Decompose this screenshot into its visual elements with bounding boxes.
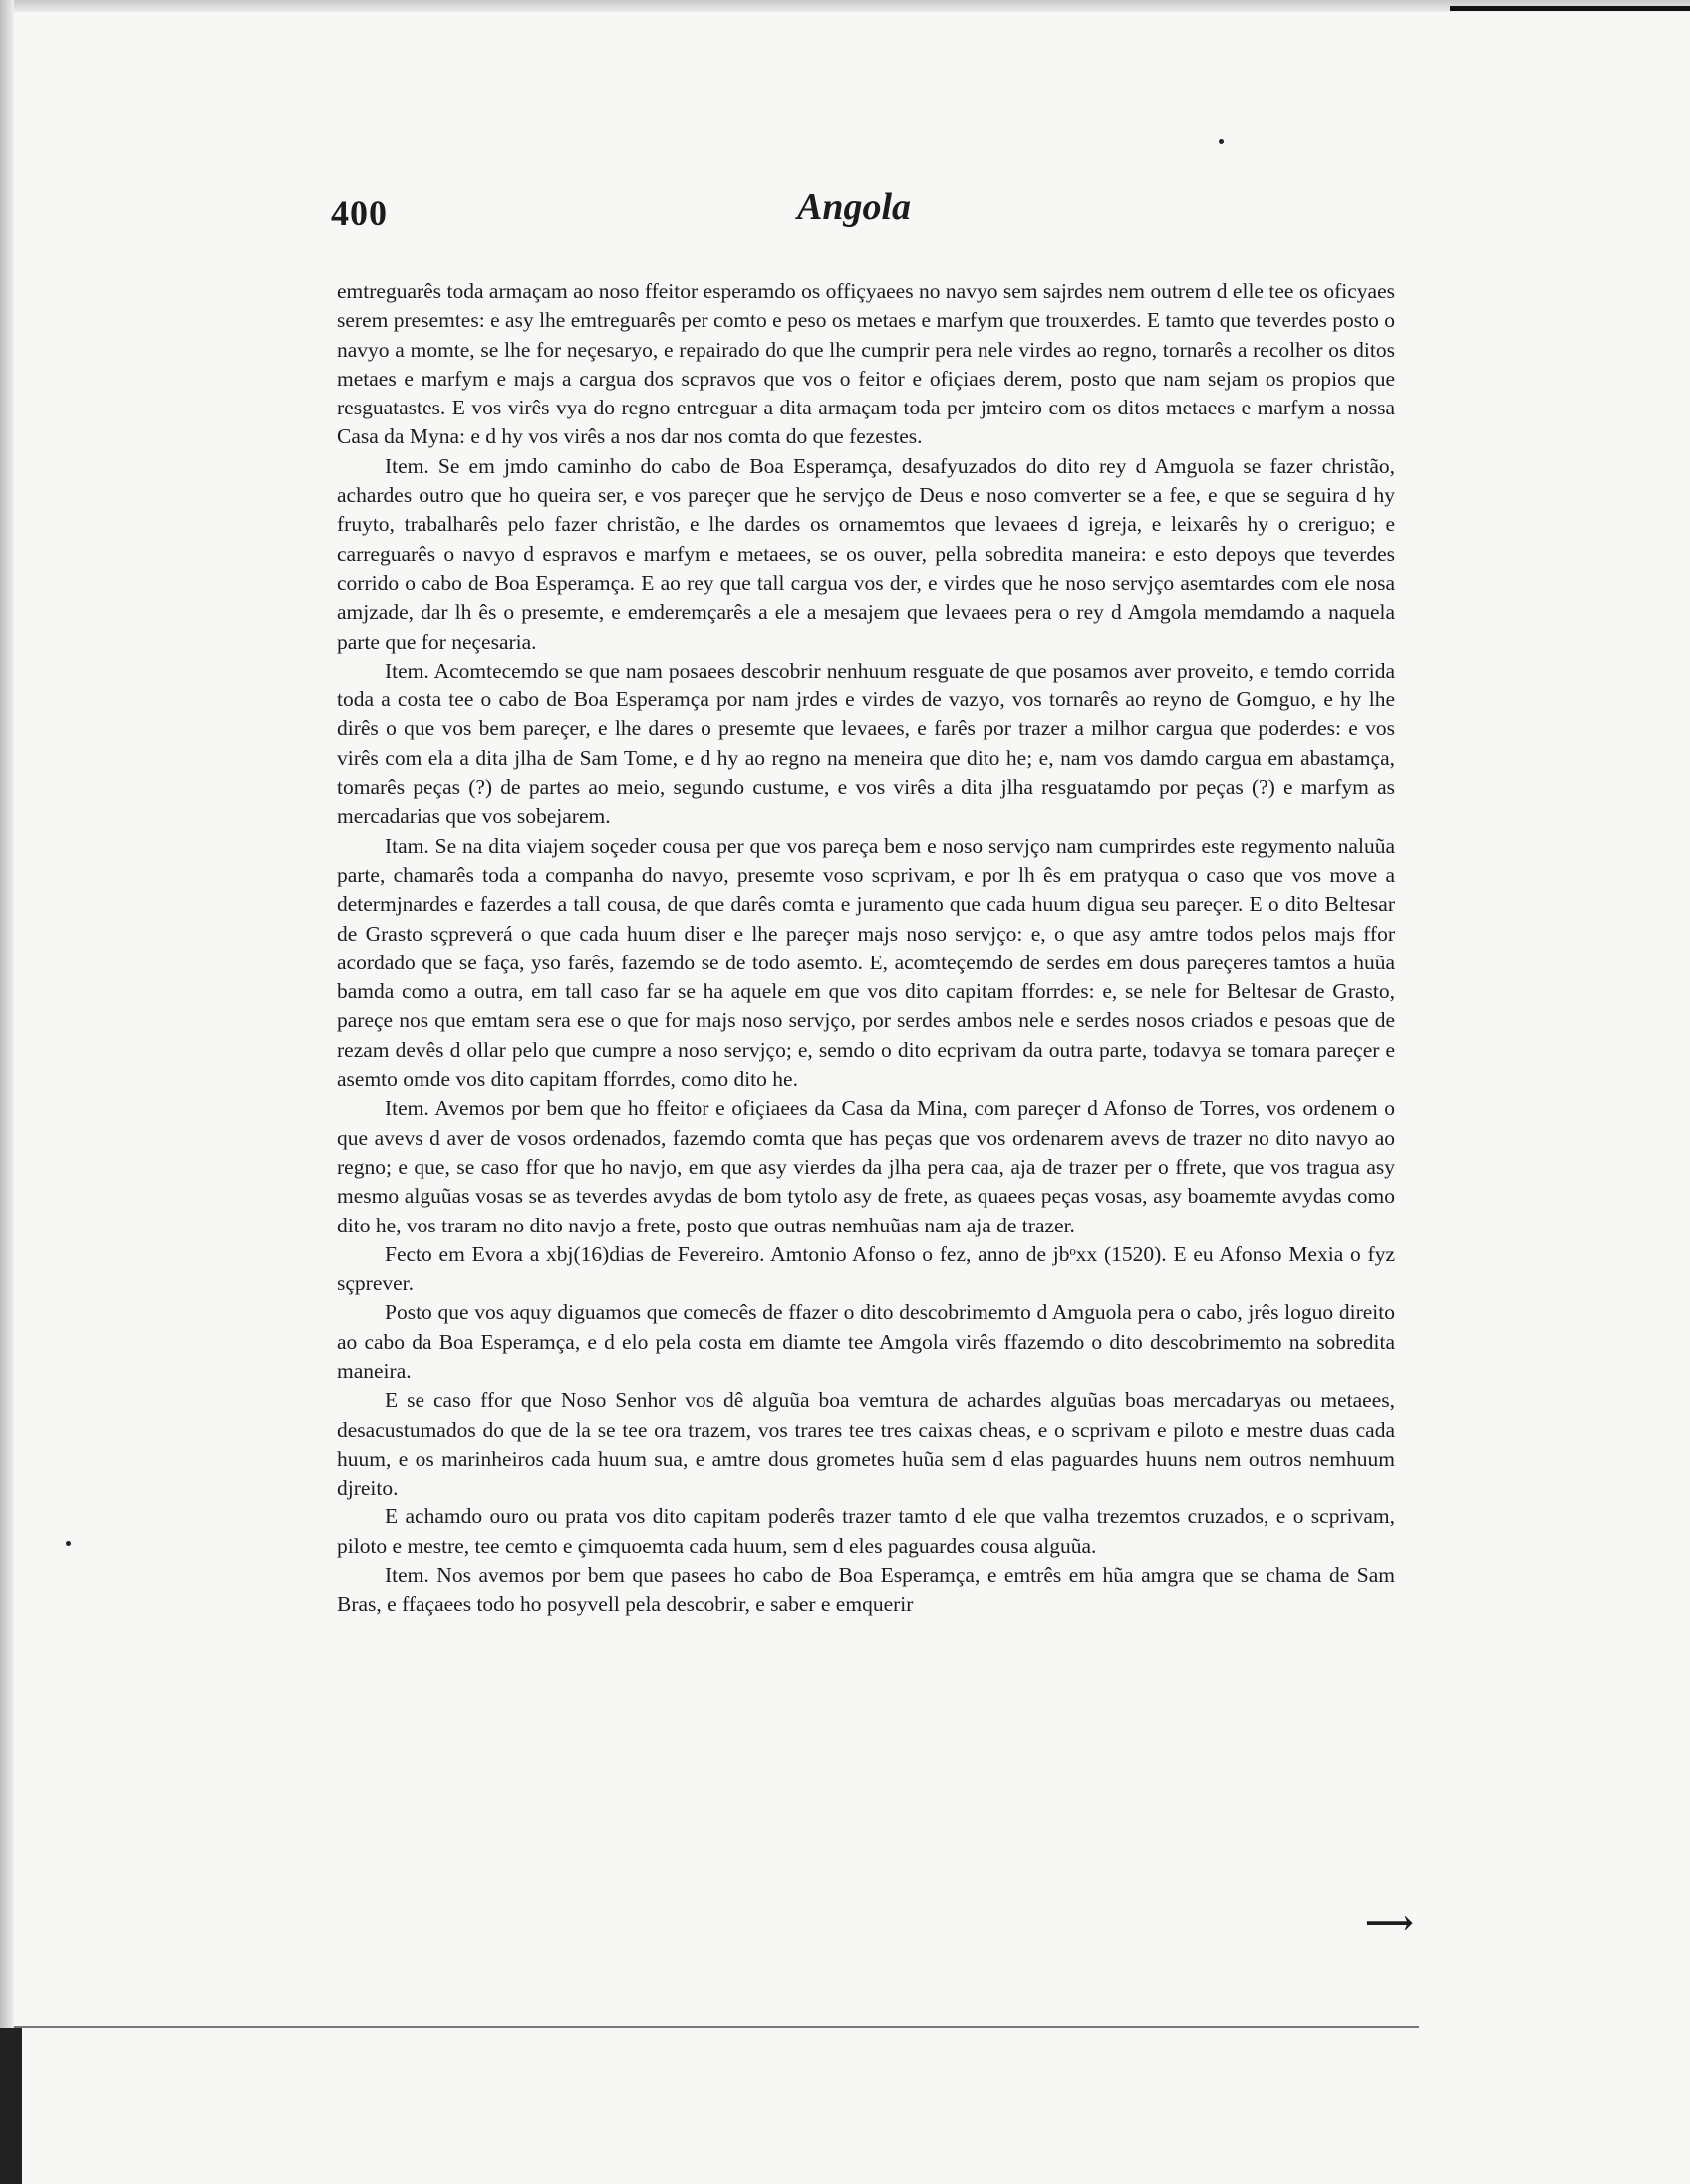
scan-bottom-rule (14, 2026, 1419, 2028)
paragraph: Itam. Se na dita viajem soçeder cousa per que vos pareça bem e noso servjço nam cumprirdes este regymento naluũa parte, chamarês toda a companha do navyo, presemte voso scprivam, e por lh ês em pratyqua o caso que vos move a determjnardes e fazerdes a tall cousa, de que darês comta e juramento que cada huum digua seu pareçer. E o dito Beltesar de Grasto sçpreverá o que cada huum diser e lhe pareçer majs noso servjço: e, o que asy amtre todos pelos majs ffor acordado que se faça, yso farês, fazemdo se de todo asemto. E, acomteçemdo de serdes em dous pareçeres tamtos a huũa bamda como a outra, em tall caso far se ha aquele em que vos dito capitam fforrdes: e, se nele for Beltesar de Grasto, pareçe nos que emtam sera ese o que for majs noso servjço, por serdes ambos nele e serdes nosos criados e pesoas que de rezam devês d ollar pelo que cumpre a noso servjço; e, semdo o dito ecprivam da outra parte, todavya se tomara pareçer e asemto omde vos dito capitam fforrdes, como dito he. (337, 833, 1395, 1092)
page-number: 400 (331, 193, 388, 233)
body-text (337, 277, 1395, 1620)
continue-arrow-icon: ⟶ (1365, 1905, 1414, 1942)
paragraph: E se caso ffor que Noso Senhor vos dê alguũa boa vemtura de achardes alguũas boas mercadaryas ou metaees, desacustumados do que de la se tee ora trazem, vos trares tee tres caixas cheas, e o scprivam e piloto e mestre duas cada huum, e os marinheiros cada huum sua, e amtre dous grometes huũa sem d elas paguardes huuns nem outros nemhuum djreito. (337, 1388, 1395, 1501)
paragraph: Item. Se em jmdo caminho do cabo de Boa Esperamça, desafyuzados do dito rey d Amguola se fazer christão, achardes outro que ho queira ser, e vos pareçer que he servjço de Deus e noso comverter se a fee, e que se seguira d hy fruyto, trabalharês pelo fazer christão, e lhe dardes os ornamemtos que levaees d igreja, e leixarês hy o creriguo; e carreguarês o navyo d espravos e marfym e metaees, se os ouver, pella sobredita maneira: e esto depoys que teverdes corrido o cabo de Boa Esperamça. E ao rey que tall cargua vos der, e virdes que he noso servjço asemtardes com ele nosa amjzade, dar lh ês o presemte, e emderemçarês a ele a mesajem que levaees pera o rey d Amgola memdamdo a naquela parte que for neçesaria. (337, 453, 1395, 654)
scan-top-edge (0, 0, 1690, 12)
scan-speck (66, 1541, 71, 1546)
paragraph: Posto que vos aquy diguamos que comecês de ffazer o dito descobrimemto d Amguola pera o cabo, jrês loguo direito ao cabo da Boa Esperamça, e d elo pela costa em diamte tee Amgola virês ffazemdo o dito descobrimemto na sobredita maneira. (337, 1300, 1395, 1383)
scan-left-edge (0, 0, 14, 2184)
scan-bottom-left-edge (0, 2028, 22, 2184)
paragraph: E achamdo ouro ou prata vos dito capitam poderês trazer tamto d ele que valha trezemtos cruzados, e o scprivam, piloto e mestre, tee cemto e çimquoemta cada huum, sem d eles paguardes cousa alguũa. (337, 1504, 1395, 1558)
paragraph: emtreguarês toda armaçam ao noso ffeitor esperamdo os offiçyaees no navyo sem sajrdes nem outrem d elle tee os oficyaes serem presemtes: e asy lhe emtreguarês per comto e peso os metaes e marfym que trouxerdes. E tamto que teverdes posto o navyo a momte, se lhe for neçesaryo, e repairado do que lhe cumprir pera nele virdes ao regno, tornarês a recolher os ditos metaes e marfym e majs a cargua dos scpravos que vos o feitor e ofiçiaes derem, posto que nam sejam os propios que resguatastes. E vos virês vya do regno entreguar a dita armaçam toda per jmteiro com os ditos metaees e marfym a nossa Casa da Myna: e d hy vos virês a nos dar nos comta do que fezestes. (337, 279, 1395, 449)
running-head: Angola (797, 186, 912, 228)
paragraph: Item. Acomtecemdo se que nam posaees descobrir nenhuum resguate de que posamos aver proveito, e temdo corrida toda a costa tee o cabo de Boa Esperamça por nam jrdes e virdes de vazyo, vos tornarês ao reyno de Gomguo, e hy lhe dirês o que vos bem pareçer, e lhe dares o presemte que levaees, e farês por trazer a milhor cargua que poderdes: e vos virês com ela a dita jlha de Sam Tome, e d hy ao regno na meneira que dito he; e, nam vos damdo cargua em abastamça, tomarês peças (?) de partes ao meio, segundo custume, e vos virês a dita jlha resguatamdo por peças (?) e marfym as mercadarias que vos sobejarem. (337, 658, 1395, 829)
paragraph: Item. Avemos por bem que ho ffeitor e ofiçiaees da Casa da Mina, com pareçer d Afonso de Torres, vos ordenem o que avevs d aver de vosos ordenados, fazemdo comta que has peças que vos ordenarem avevs de trazer no dito navyo ao regno; e que, se caso ffor que ho navjo, em que asy vierdes da jlha pera caa, aja de trazer per o ffrete, que vos tragua asy mesmo alguũas vosas se as teverdes avydas de bom tytolo asy de frete, as quaees peças vosas, asy boamemte avydas como dito he, vos traram no dito navjo a frete, posto que outras nemhuũas nam aja de trazer. (337, 1096, 1395, 1237)
paragraph: Fecto em Evora a xbj(16)dias de Fevereiro. Amtonio Afonso o fez, anno de jbᵒxx (1520). E eu Afonso Mexia o fyz sçprever. (337, 1241, 1395, 1296)
scan-top-rule (1450, 6, 1690, 11)
scan-speck (1219, 139, 1224, 144)
paragraph: Item. Nos avemos por bem que pasees ho cabo de Boa Esperamça, e emtrês em hũa amgra que se chama de Sam Bras, e ffaçaees todo ho posyvell pela descobrir, e saber e emquerir (337, 1563, 1395, 1617)
